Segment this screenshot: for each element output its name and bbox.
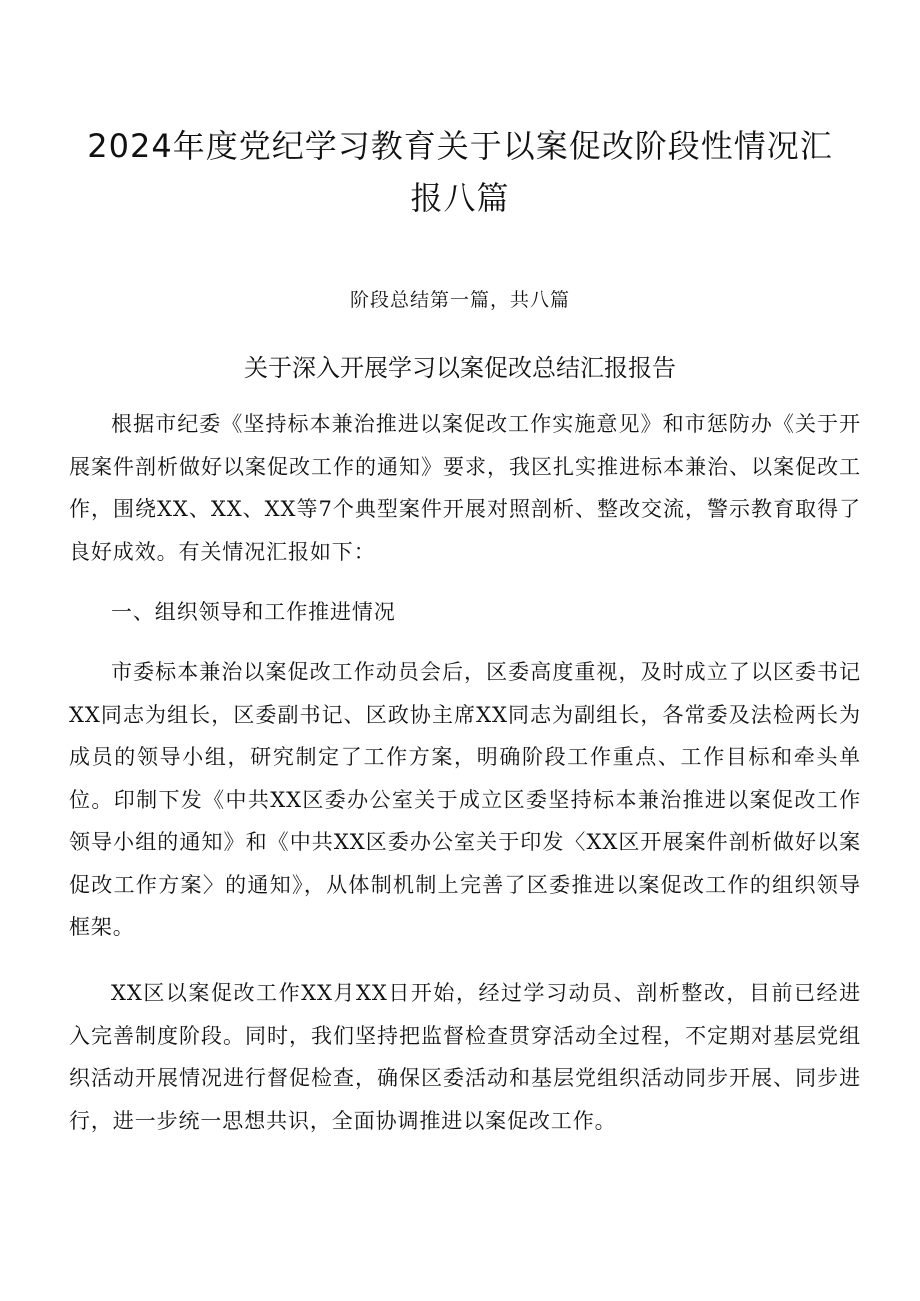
section-heading-1: 一、组织领导和工作推进情况 — [111, 600, 396, 624]
paragraph-organization: 市委标本兼治以案促改工作动员会后，区委高度重视，及时成立了以区委书记XX同志为组长，区委副书记、区政协主席XX同志为副组长，各常委及法检两长为成员的领导小组，研究制定了工作方案，明确阶段工作重点、工作目标和牵头单位。印制下发《中共XX区委办公室关于成立区委坚持标本兼治推进以案促改工作领导小组的通知》和《中共XX区委办公室关于印发〈XX区开展案件剖析做好以案促改工作方案〉的通知》，从体制机制上完善了区委推进以案促改工作的组织领导框架。 — [69, 660, 861, 939]
document-subtitle: 阶段总结第一篇，共八篇 — [349, 289, 570, 311]
document-title — [60, 120, 860, 224]
document-title-line-2: 报八篇 — [410, 179, 510, 217]
paragraph-progress: XX区以案促改工作XX月XX日开始，经过学习动员、剖析整改，目前已经进入完善制度阶段。同时，我们坚持把监督检查贯穿活动全过程，不定期对基层党组织活动开展情况进行督促检查，确保区委活动和基层党组织活动同步开展、同步进行，进一步统一思想共识，全面协调推进以案促改工作。 — [69, 981, 861, 1133]
paragraph-intro: 根据市纪委《坚持标本兼治推进以案促改工作实施意见》和市惩防办《关于开展案件剖析做好以案促改工作的通知》要求，我区扎实推进标本兼治、以案促改工作，围绕XX、XX、XX等7个典型案件开展对照剖析、整改交流，警示教育取得了良好成效。有关情况汇报如下： — [69, 412, 861, 564]
report-title: 关于深入开展学习以案促改总结汇报报告 — [244, 354, 676, 382]
document-title-line-1: 2024年度党纪学习教育关于以案促改阶段性情况汇 — [87, 127, 833, 165]
